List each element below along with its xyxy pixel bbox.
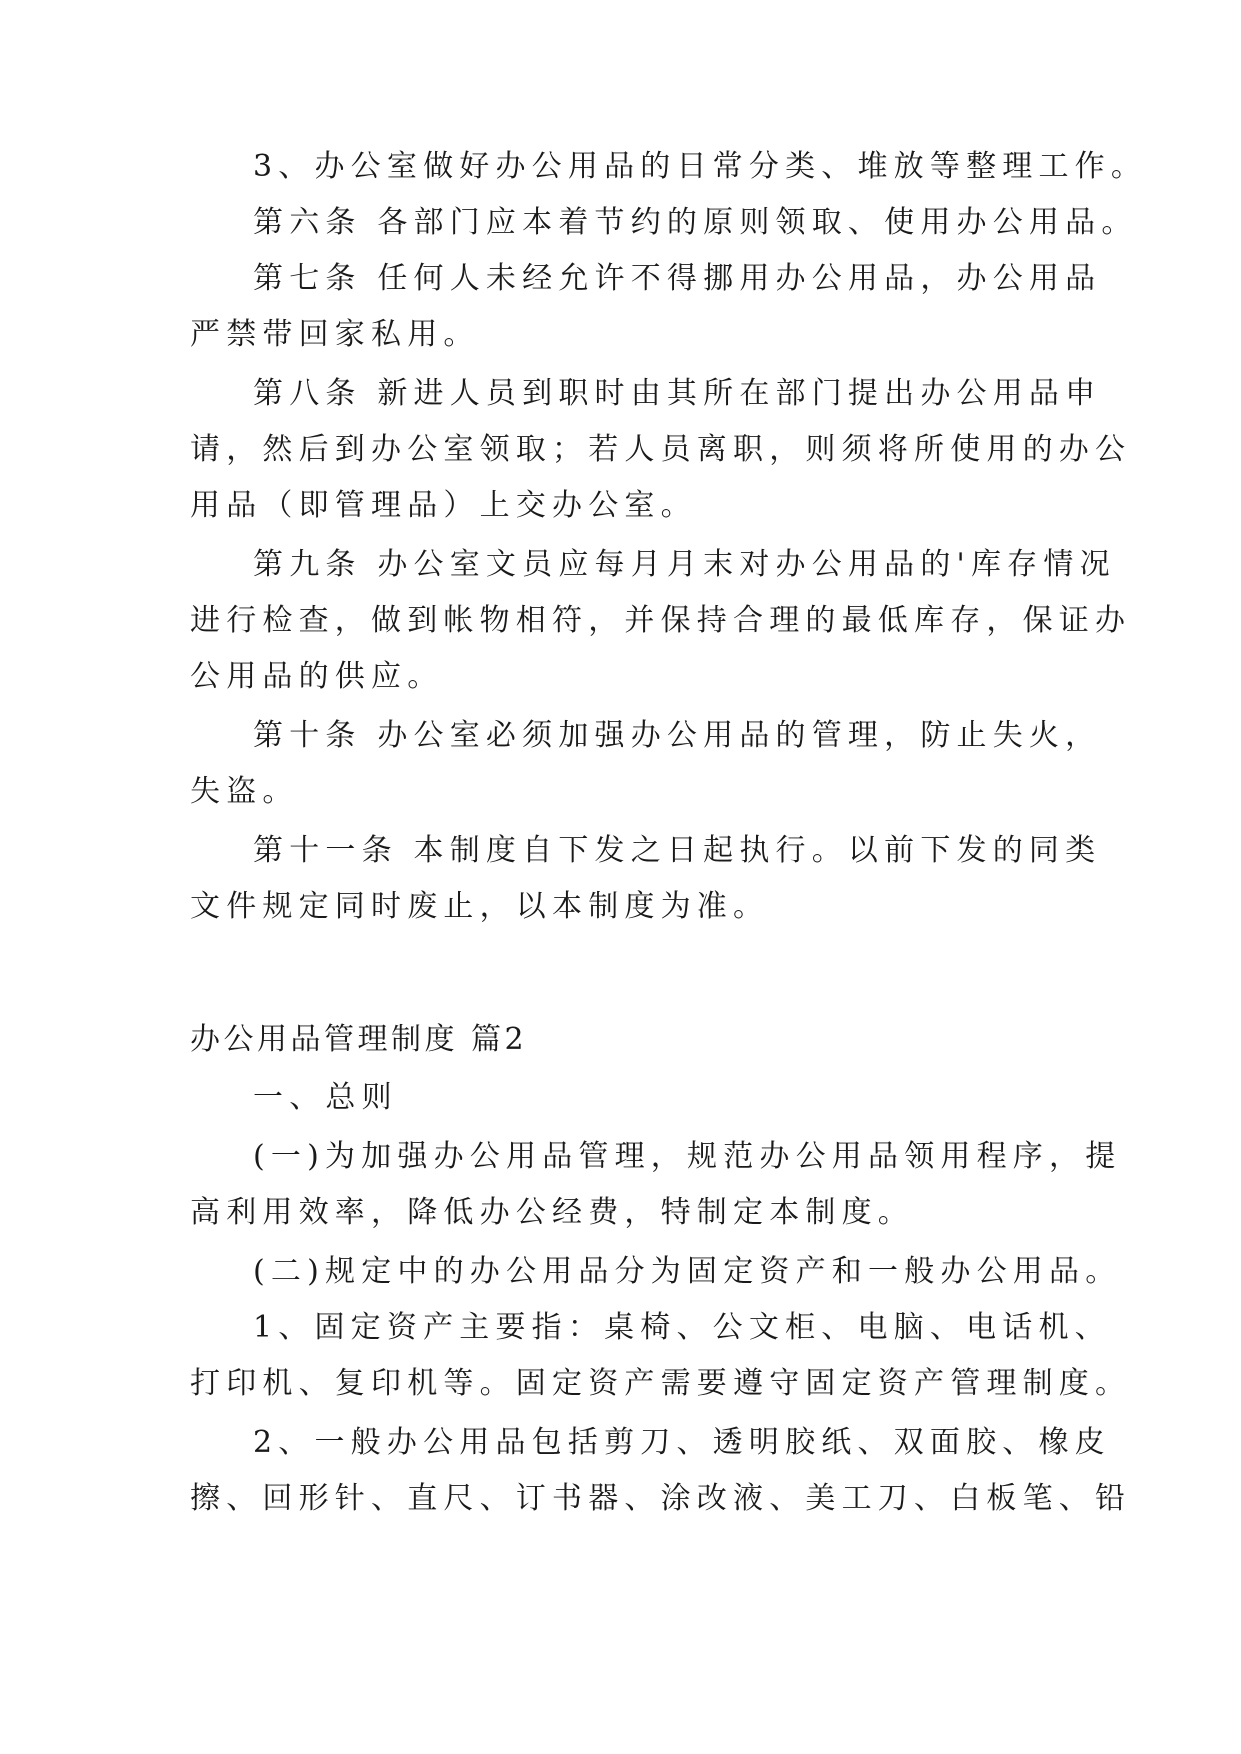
document-line: 第九条 办公室文员应每月月末对办公用品的'库存情况 <box>253 547 1116 582</box>
document-line: 第八条 新进人员到职时由其所在部门提出办公用品申 <box>253 376 1102 411</box>
document-line: 用品（即管理品）上交办公室。 <box>190 488 697 523</box>
document-line: 严禁带回家私用。 <box>190 317 480 352</box>
document-line: 进行检查，做到帐物相符，并保持合理的最低库存，保证办 <box>190 603 1132 638</box>
document-line: 请，然后到办公室领取；若人员离职，则须将所使用的办公 <box>190 432 1132 467</box>
document-line: 公用品的供应。 <box>190 659 444 694</box>
document-line: 3、办公室做好办公用品的日常分类、堆放等整理工作。 <box>253 149 1148 184</box>
document-line: 第七条 任何人未经允许不得挪用办公用品，办公用品 <box>253 261 1102 296</box>
document-line: 高利用效率，降低办公经费，特制定本制度。 <box>190 1195 914 1230</box>
section-heading: 办公用品管理制度 篇2 <box>190 1022 528 1057</box>
document-line: 失盗。 <box>190 774 299 809</box>
document-line: 第十一条 本制度自下发之日起执行。以前下发的同类 <box>253 833 1102 868</box>
document-line: 打印机、复印机等。固定资产需要遵守固定资产管理制度。 <box>190 1366 1132 1401</box>
document-line: (二)规定中的办公用品分为固定资产和一般办公用品。 <box>253 1254 1122 1289</box>
document-line: 第十条 办公室必须加强办公用品的管理，防止失火， <box>253 718 1102 753</box>
document-line: (一)为加强办公用品管理，规范办公用品领用程序，提 <box>253 1139 1122 1174</box>
document-line: 2、一般办公用品包括剪刀、透明胶纸、双面胶、橡皮 <box>253 1425 1111 1460</box>
document-line: 文件规定同时废止，以本制度为准。 <box>190 889 770 924</box>
document-line: 一、总则 <box>253 1080 398 1115</box>
document-line: 1、固定资产主要指：桌椅、公文柜、电脑、电话机、 <box>253 1310 1111 1345</box>
document-line: 擦、回形针、直尺、订书器、涂改液、美工刀、白板笔、铅 <box>190 1481 1132 1516</box>
document-line: 第六条 各部门应本着节约的原则领取、使用办公用品。 <box>253 205 1138 240</box>
